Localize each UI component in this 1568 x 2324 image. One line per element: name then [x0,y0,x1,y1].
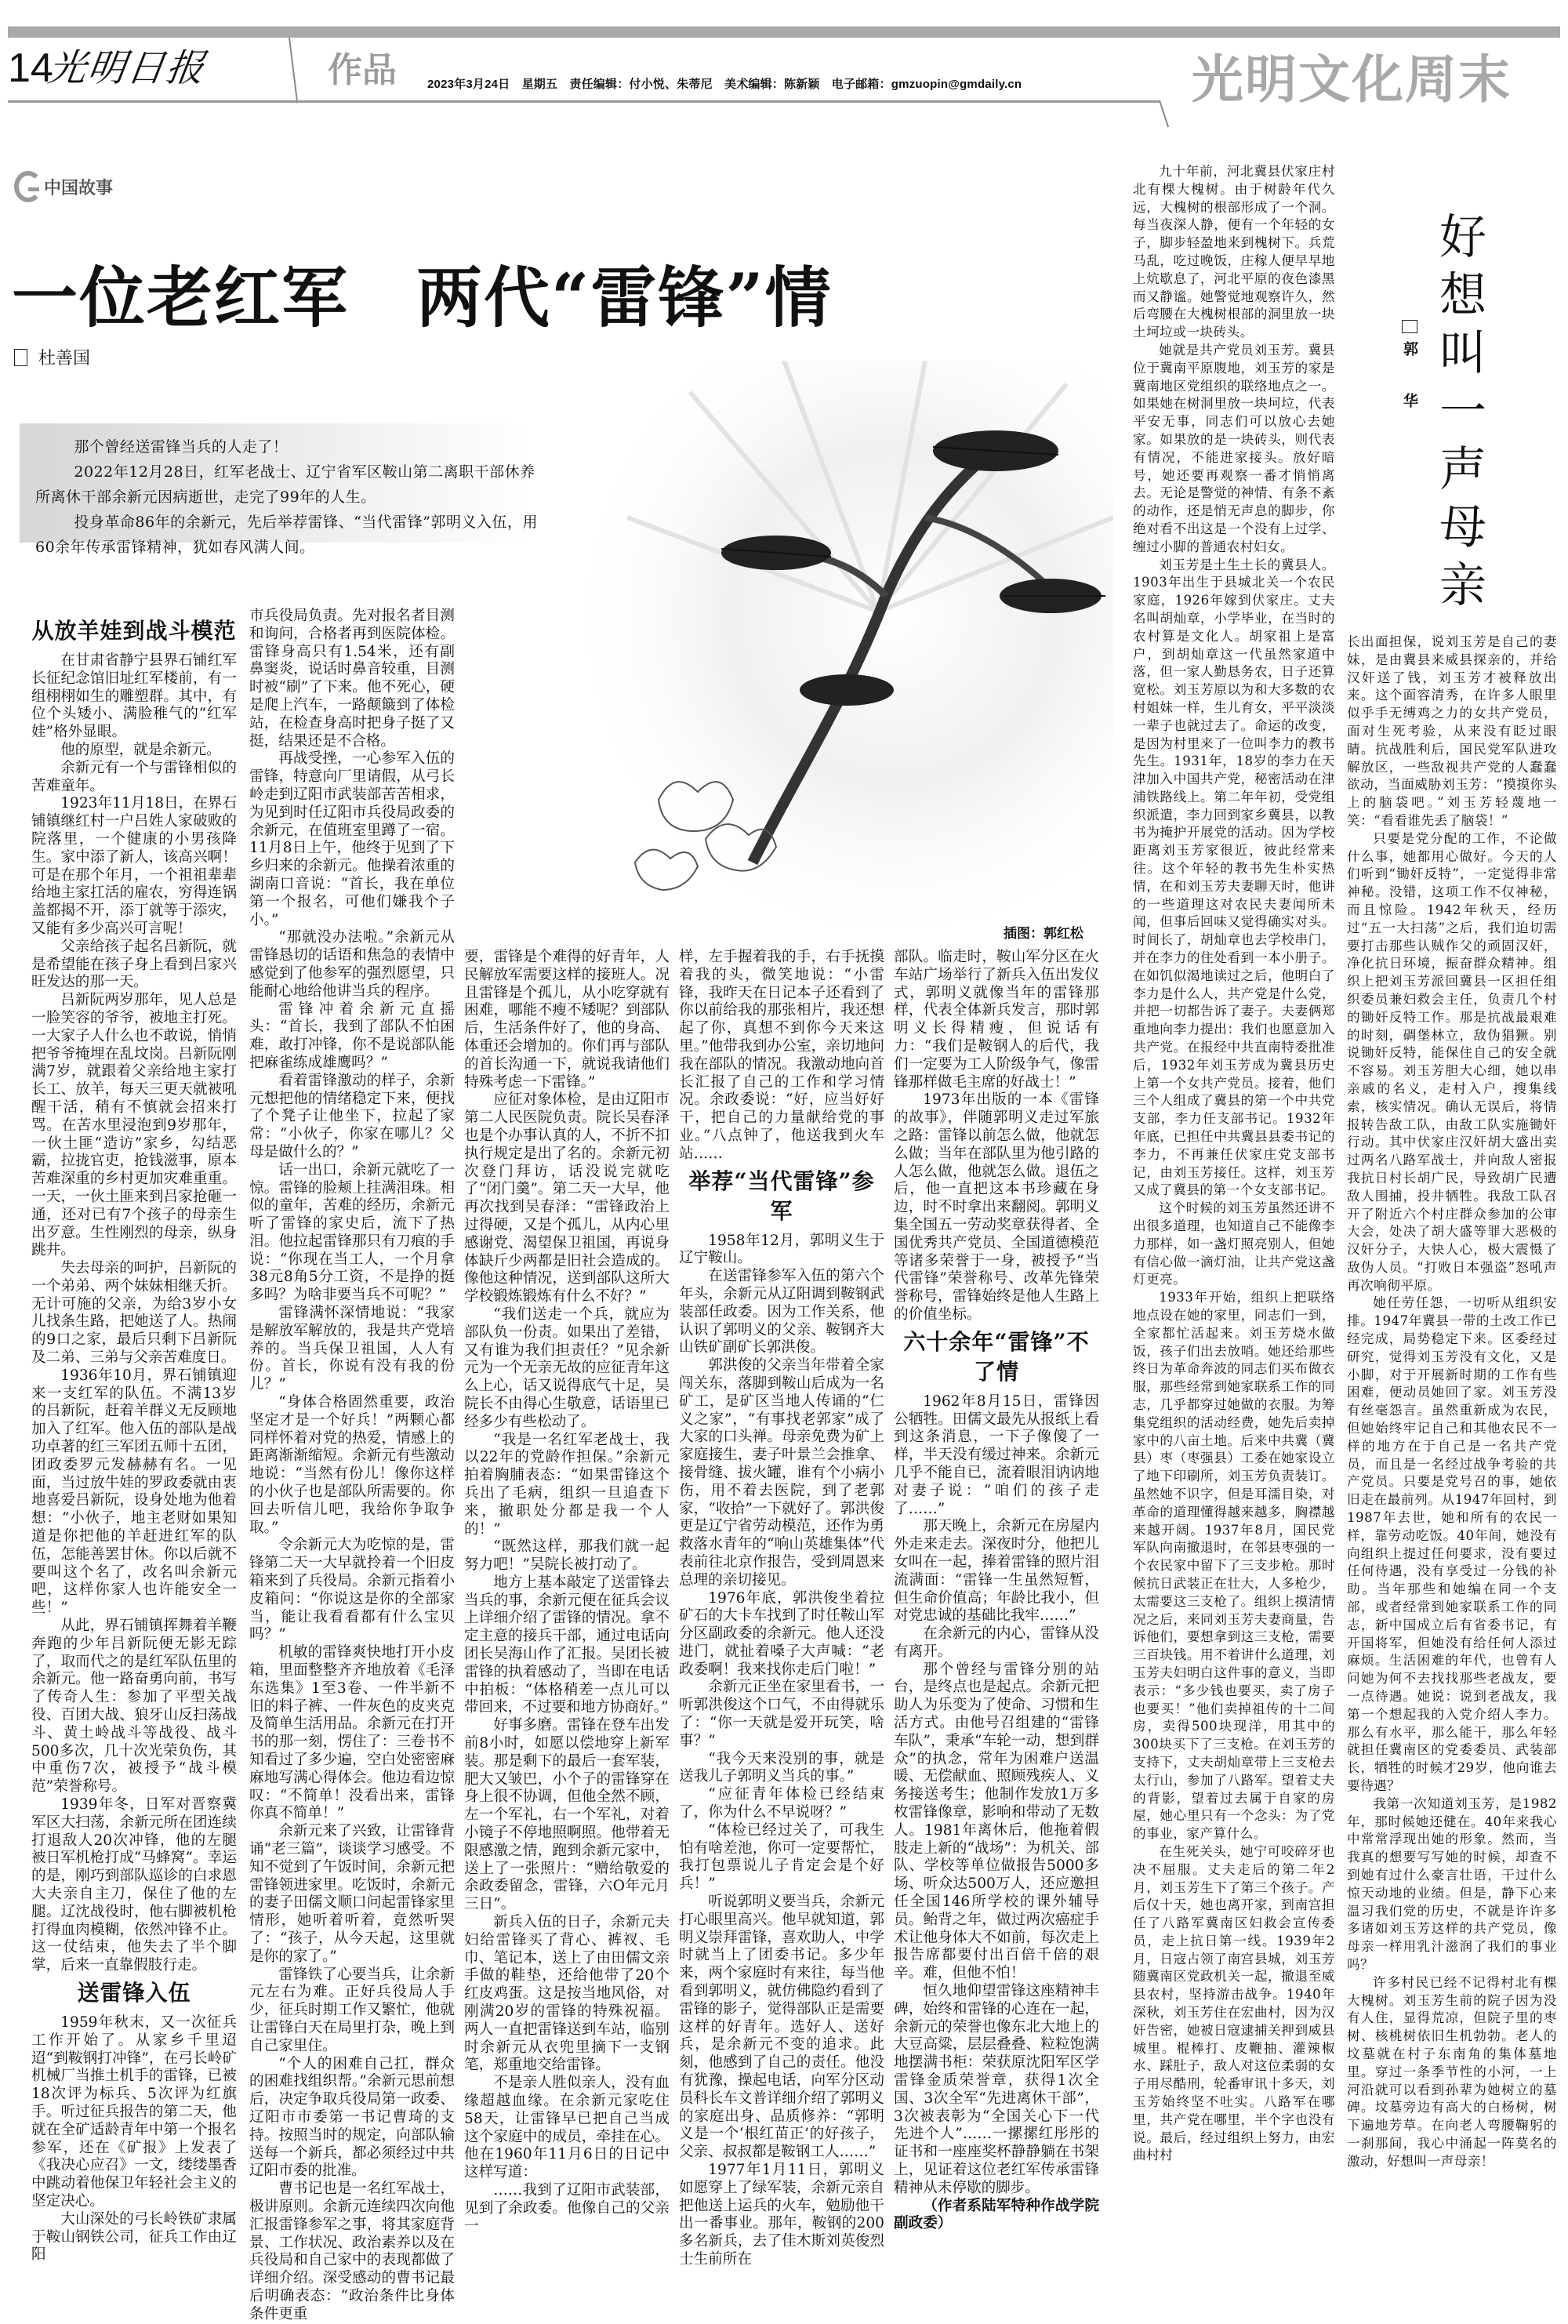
paragraph: 1936年10月，界石铺镇迎来一支红军的队伍。不满13岁的吕新阮，赶着羊群义无反顾地加入了红军。他入伍的部队是战功卓著的红三军团五师十五团，团政委罗元发赫赫有名。一见面，当过放牛娃的罗政委就由衷地喜爱吕新阮，设身处地为他着想：“小伙子，地主老财如果知道是你把他的羊赶进红军的队伍，怎能善罢甘休。你以后就不要叫这个名了，改名叫余新元吧，这样你家人也许能安全一些！” [31,1367,237,1617]
right-article-byline [1399,320,1421,419]
section-heading: 送雷锋入伍 [77,1979,191,2006]
column-label [14,171,113,202]
masthead-divider [289,38,298,103]
paragraph: 九十年前，河北冀县伏家庄村北有棵大槐树。由于树龄年代久远，大槐树的根部形成了一个洞。每当夜深人静，便有一个年轻的女子，脚步轻盈地来到槐树下。兵荒马乱，吃过晚饭，庄稼人便早早地上炕歇息了，河北平原的夜色漆黑而又静谧。她警觉地观察许久，然后弯腰在大槐树根部的洞里放一块土坷垃或一块砖头。 [1133,164,1335,340]
paragraph: 刘玉芳是土生土长的冀县人。1903年出生于县城北关一个农民家庭，1926年嫁到伏家庄。丈夫名叫胡灿章，小学毕业，在当时的农村算是文化人。胡家祖上是富户，到胡灿章这一代虽然家道中落，但一家人勤恳务农，日子还算宽松。刘玉芳原以为和大多数的农村姐妹一样，生儿育女，平平淡淡一辈子也就过去了。命运的改变，是因为村里来了一位叫李力的教书先生。1931年，18岁的李力在天津加入中国共产党，秘密活动在津浦铁路线上。第二年年初，受党组织派遣，李力回到家乡冀县，以教书为掩护开展党的活动。因为学校距离刘玉芳家很近，彼此经常来往。这个年轻的教书先生朴实热情，在和刘玉芳夫妻聊天时，他讲的一些道理这对农民夫妻闻所未闻，但事后回味又觉得确实对头。时间长了，胡灿章也去学校串门，并在李力的住处看到一本小册子。在如饥似渴地读过之后，他明白了李力是什么人，共产党是什么党，并把一切都告诉了妻子。夫妻俩郑重地向李力提出：我们也愿意加入共产党。在报经中共直南特委批准后，1932年刘玉芳成为冀县历史上第一个女共产党员。接着，他们三个人组成了冀县的第一个中共党支部，李力任支部书记。1932年年底，已担任中共冀县县委书记的李力，不再兼任伏家庄党支部书记，由刘玉芳接任。这样，刘玉芳又成了冀县的第一个女支部书记。 [1133,557,1335,1198]
paragraph: “我们送走一个兵，就应为部队负一份责。如果出了差错，又有谁为我们担责任？”见余新元为一个无亲无故的应征青年这么上心，话又说得底气十足，吴院长不由得心生敬意，话语里已经多少有些松动了。 [464,1305,670,1430]
paragraph: 1976年底，郭洪俊坐着拉矿石的大卡车找到了时任鞍山军分区副政委的余新元。他人还没进门，就扯着嗓子大声喊：“老政委啊！我来找你走后门啦！” [679,1589,884,1678]
paragraph: “我是一名红军老战士，我以22年的党龄作担保。”余新元拍着胸脯表态：“如果雷锋这个兵出了毛病，组织一旦追查下来，撤职处分都是我一个人的！” [464,1431,670,1538]
paragraph: 只要是党分配的工作，不论做什么事，她都用心做好。今天的人们听到“锄奸反特”，一定觉得非常神秘。没错，这项工作不仅神秘，而且惊险。1942年秋天，经历过“五一大扫荡”之后，我们迫切需要打击那些认贼作父的顽固汉奸，净化抗日环境，振奋群众精神。组织上把刘玉芳派回冀县一区担任组织委员兼妇救会主任，负责几个村的锄奸反特工作。那是抗战最艰难的时刻，碉堡林立，敌伪猖獗。别说锄奸反特，能保住自己的安全就不容易。刘玉芳胆大心细，她以串亲戚的名义，走村入户，搜集线索，核实情况。确认无误后，将情报转告敌工队，由敌工队实施锄奸行动。其中伏家庄汉奸胡大盛出卖过两名八路军战士，并向敌人密报我抗日村长胡广民，导致胡广民遭敌人围捕，投井牺牲。我敌工队召开了附近六个村庄群众参加的公审大会，处决了胡大盛等罪大恶极的汉奸分子，大快人心，极大震慑了敌伪人员。“打败日本强盗”怒吼声再次响彻平原。 [1347,830,1557,1293]
paragraph: 雷锋铁了心要当兵，让余新元左右为难。正好兵役局人手少，征兵时期工作又繁忙，他就让雷锋白天在局里打杂，晚上到自己家里住。 [249,1966,455,2054]
paragraph: 那天晚上，余新元在房屋内外走来走去。深夜时分，他把儿女叫在一起，捧着雷锋的照片泪流满面：“雷锋一生虽然短暂，但生命价值高；年龄比我小，但对党忠诚的基础比我牢……” [894,1518,1099,1625]
paragraph: “身体合格固然重要，政治坚定才是一个好兵！”两颗心都同样怀着对党的热爱，情感上的距离渐渐缩短。余新元有些激动地说：“当然有份儿！像你这样的小伙子也是部队所需要的。你回去听信儿吧，我给你争取争取。” [249,1394,455,1536]
paragraph: 1923年11月18日，在界石铺镇继红村一户吕姓人家破败的院落里，一个健康的小男孩降生。家中添了新人，该高兴啊！可是在那个年月，一个祖祖辈辈给地主家扛活的雇农，穷得连锅盖都揭不开，添丁就等于添灾，又能有多少高兴可言呢！ [31,795,237,937]
intro-paragraph: 那个曾经送雷锋当兵的人走了！ [74,438,289,456]
paragraph: 不是亲人胜似亲人，没有血缘超越血缘。在余新元家吃住58天，让雷锋早已把自己当成这个家庭中的成员，牵挂在心。他在1960年11月6日的日记中这样写道： [464,2075,670,2181]
section-heading: 举荐“当代雷锋”参军 [688,1167,875,1224]
paragraph: 地方上基本敲定了送雷锋去当兵的事，余新元便在征兵会议上详细介绍了雷锋的情况。拿不定主意的接兵干部，通过电话向团长吴海山作了汇报。吴团长被雷锋的执着感动了，当即在电话中拍板：“体格稍差一点儿可以带回来，不过要和地方协商好。” [464,1574,670,1716]
paragraph: 应征对象体检，是由辽阳市第二人民医院负责。院长吴春泽也是个办事认真的人，不折不扣执行规定是出了名的。余新元初次登门拜访，话没说完就吃了“闭门羹”。第二天一大早，他再次找到吴春泽：“雷锋政治上过得硬，又是个孤儿，从内心里感谢党、渴望保卫祖国，再说身体缺斤少两都是旧社会造成的。像他这种情况，送到部队这所大学校锻炼锻炼有什么不好？” [464,1091,670,1305]
masthead-rule-diagonal [1159,100,1169,128]
paragraph: 1933年开始，组织上把联络地点设在她的家里，同志们一到，全家都忙活起来。刘玉芳烧水做饭，孩子们出去放哨。她还给那些终日为革命奔波的同志们买布做衣服，那些经常到她家联系工作的同志，几乎都穿过她做的衣服。为筹集党组织的活动经费，她先后卖掉家中的八亩土地。后来中共冀（冀县）枣（枣强县）工委在她家设立了地下印刷所，刘玉芳负责装订。虽然她不识字，但是耳濡目染，对革命的道理懂得越来越多，胸襟越来越开阔。1937年8月，国民党军队向南撤退时，在邻县枣强的一个农民家中留下了三支步枪。那时候抗日武装正在壮大，人多枪少，太需要这三支枪了。组织上摸清情况之后，来同刘玉芳夫妻商量，告诉他们，要想拿到这三支枪，需要三百块钱。用不着讲什么道理，刘玉芳夫妇明白这件事的意义，当即表示：“多少钱也要买，卖了房子也要买！”他们卖掉祖传的十二间房，卖得500块现洋，用其中的300块买下了三支枪。在刘玉芳的支持下，丈夫胡灿章带上三支枪去太行山，参加了八路军。望着丈夫的背影，望着过去属于自家的房屋，她心里只有一个念头：为了党的事业，家产算什么。 [1133,1290,1335,1842]
section-name: 作品 [328,50,397,90]
weekly-title: 光明文化周末 [1192,49,1512,110]
paragraph: 她就是共产党员刘玉芳。冀县位于冀南平原腹地，刘玉芳的家是冀南地区党组织的联络地点之一。如果她在树洞里放一块坷垃，代表平安无事，同志们可以放心去她家。如果放的是一块砖头，则代表有情况，不能进家接头。放好暗号，她还要再观察一番才悄悄离去。无论是警觉的神情、有条不紊的动作，还是悄无声息的脚步，你绝对看不出这是一个没有上过学、缠过小脚的普通农村妇女。 [1133,342,1335,554]
paragraph: 看着雷锋激动的样子，余新元想把他的情绪稳定下来，便找了个凳子让他坐下，拉起了家常：“小伙子，你家在哪儿？父母是做什么的？” [249,1072,455,1160]
byline-box-icon [14,349,27,366]
article-column-4 [679,949,884,2269]
byline-author: 郭 华 [1401,341,1418,419]
author-note: （作者系陆军特种作战学院副政委） [894,2197,1099,2232]
paragraph: 从此，界石铺镇挥舞着羊鞭奔跑的少年吕新阮便无影无踪了，取而代之的是红军队伍里的余新元。他一路奋勇向前，书写了传奇人生：参加了平型关战役、百团大战、狼牙山反扫荡战斗、黄土岭战斗等战役、战斗500多次，几十次光荣负伤，其中重伤7次，被授予“战斗模范”荣誉称号。 [31,1618,237,1796]
paragraph: “个人的困难自己扛，群众的困难找组织帮。”余新元思前想后，决定争取兵役局第一政委、辽阳市市委第一书记曹琦的支持。按照当时的规定，向部队输送每一个新兵，都必须经过中共辽阳市委的批准。 [249,2055,455,2180]
paragraph: 郭洪俊的父亲当年带着全家闯关东，落脚到鞍山后成为一名矿工，是矿区当地人传诵的“仁义之家”，“有事找老郭家”成了大家的口头禅。母亲免费为矿上家庭接生，妻子叶景兰会推拿、接骨缝、拔火罐，谁有个小病小伤，用不着去医院，到了老郭家，“收拾”一下就好了。郭洪俊更是辽宁省劳动模范，还作为勇救落水青年的“响山英雄集体”代表前往北京作报告，受到周恩来总理的亲切接见。 [679,1357,884,1589]
paragraph: 1959年秋末，又一次征兵工作开始了。从家乡千里迢迢“到鞍钢打冲锋”，在弓长岭矿机械厂当推土机手的雷锋，已被18次评为标兵、5次评为红旗手。听过征兵报告的第二天，他就在全矿适龄青年中第一个报名参军，还在《矿报》上发表了《我决心应召》一文，缕缕墨香中跳动着他保卫年轻社会主义的坚定决心。 [31,2014,237,2210]
article-intro [20,423,561,556]
paragraph: 好事多磨。雷锋在登车出发前8小时，如愿以偿地穿上新军装。那是剩下的最后一套军装，肥大又皱巴，小个子的雷锋穿在身上很不协调，但他全然不顾，左一个军礼，右一个军礼，对着小镜子不停地照啊照。他带着无限感激之情，跑到余新元家中，送上了一张照片：“赠给敬爱的余政委留念，雷锋，六O年元月三日”。 [464,1717,670,1913]
paragraph: 在生死关头，她宁可咬碎牙也决不屈服。丈夫走后的第二年2月，刘玉芳生下了第三个孩子。产后仅十天，她也离开家，到南宫担任了八路军冀南区妇救会宣传委员，走上抗日第一线。1939年2月，日寇占领了南宫县城，刘玉芳随冀南区党政机关一起，撤退至威县农村，坚持游击战争。1940年深秋，刘玉芳住在宏曲村，因为汉奸告密，她被日寇逮捕关押到威县城里。棍棒打、皮鞭抽、灌辣椒水、踩肚子，敌人对这位柔弱的女子用尽酷刑，轮番审讯十多天，刘玉芳始终坚不吐实。八路军在哪里，共产党在哪里，半个字也没有说。最后，经过组织上努力，由宏曲村村 [1133,1843,1335,2163]
article-byline [14,345,90,369]
section-heading: 六十余年“雷锋”不了情 [903,1328,1090,1385]
paragraph: 她任劳任怨，一切听从组织安排。1947年冀县一带的土改工作已经完成，局势稳定下来。区委经过研究，觉得刘玉芳没有文化，又是小脚，对于开展新时期的工作有些困难，便动员她回了家。刘玉芳没有丝毫怨言。虽然重新成为农民，但她始终牢记自己和其他农民不一样的地方在于自己是一名共产党员，而且是一名经过战争考验的共产党员。只要是党号召的事，她依旧走在最前列。从1947年回村，到1987年去世，她和所有的农民一样，靠劳动吃饭。40年间，她没有向组织上提过任何要求，没有要过任何待遇，没有享受过一分钱的补助。当年那些和她编在同一个支部，或者经常到她家联系工作的同志，新中国成立后有省委书记，有开国将军，但她没有给任何人添过麻烦。生活困难的年代，也曾有人问她为何不去找找那些老战友，要一点待遇。她说：说到老战友，我第一个想起我的入党介绍人李力。那么有水平，那么能干，那么年轻就担任冀南区的党委委员、武装部长，牺牲的时候才29岁，他向谁去要待遇？ [1347,1295,1557,1793]
paragraph: 他的原型，就是余新元。 [60,741,221,758]
paragraph: 样，左手握着我的手，右手抚摸着我的头，微笑地说：“小雷锋，我昨天在日记本子还看到了你以前给我的那张相片，我还想起了你，真想不到你今天来这里。”他带我到办公室，亲切地问我在部队的情况。我激动地向首长汇报了自己的工作和学习情况。余政委说：“好，应当好好干，把自己的力量献给党的事业。”八点钟了，他送我到火车站…… [679,949,884,1162]
paragraph: 这个时候的刘玉芳虽然还讲不出很多道理，也知道自己不能像李力那样，如一盏灯照亮别人，但她有信心做一滴灯油，让共产党这盏灯更亮。 [1133,1200,1335,1287]
newspaper-logo: 光明日报 [45,46,209,90]
paragraph: “那就没办法啦。”余新元从雷锋恳切的话语和焦急的表情中感觉到了他参军的强烈愿望，只能耐心地给他讲当兵的程序。 [249,929,455,1000]
article-column-3 [464,949,670,2235]
paragraph: “既然这样，那我们就一起努力吧！”吴院长被打动了。 [464,1538,670,1574]
paragraph: “应征青年体检已经结束了，你为什么不早说呀？” [679,1786,884,1821]
paragraph: 1939年冬，日军对晋察冀军区大扫荡，余新元所在团连续打退敌人20次冲锋，他的左腿被日军机枪打成“马蜂窝”。幸运的是，刚巧到部队巡诊的白求恩大夫亲自主刀，保住了他的左腿。辽沈战役时，他右脚被机枪打得血肉模糊，依然冲锋不止。这一仗结束，他失去了半个脚掌，后来一直靠假肢行走。 [31,1796,237,1974]
paragraph: 令余新元大为吃惊的是，雷锋第二天一大早就拎着一个旧皮箱来到了兵役局。余新元指着小皮箱问：“你说这是你的全部家当，能让我看看都有什么宝贝吗？” [249,1537,455,1643]
paragraph: 许多村民已经不记得村北有棵大槐树。刘玉芳生前的院子因为没有人住，显得荒凉，但院子里的枣树、核桃树依旧生机勃勃。老人的坟墓就在村子东南角的集体墓地里。穿过一条季节性的小河，一上河沿就可以看到孙辈为她树立的墓碑。坟墓旁边有高大的白杨树，树下遍地芳草。在向老人弯腰鞠躬的一刹那间，我心中涌起一阵莫名的激动，好想叫一声母亲！ [1347,1974,1557,2169]
masthead-rule [8,100,1160,103]
paragraph: 雷锋冲着余新元直摇头：“首长，我到了部队不怕困难，敢打冲锋，你不是说部队能把麻雀练成雄鹰吗？” [249,1000,455,1071]
paragraph: 余新元来了兴致，让雷锋背诵“老三篇”，谈谈学习感受。不知不觉到了午饭时间，余新元把雷锋领进家里。吃饭时，余新元的妻子田儒文顺口问起雷锋家里情形，她听着听着，竟然听哭了：“孩子，从今天起，这里就是你的家了。” [249,1823,455,1965]
paragraph: 恒久地仰望雷锋这座精神丰碑，始终和雷锋的心连在一起，余新元的荣誉也像东北大地上的大豆高粱，层层叠叠、粒粒饱满地摆满书柜：荣获原沈阳军区学雷锋金质荣誉章，获得1次全国、3次全军“先进离休干部”，3次被表彰为“全国关心下一代先进个人”……一摞摞红彤彤的证书和一座座奖杯静静躺在书架上，见证着这位老红军传承雷锋精神从未停歇的脚步。 [894,1983,1099,2196]
paragraph: 要，雷锋是个难得的好青年，人民解放军需要这样的接班人。况且雷锋是个孤儿，从小吃穿就有困难，哪能不瘦不矮呢？到部队后，生活条件好了，他的身高、体重还会增加的。你们再与部队的首长沟通一下，就说我请他们特殊考虑一下雷锋。” [464,949,670,1091]
paragraph: ……我到了辽阳市武装部，见到了余政委。他像自己的父亲一 [464,2181,670,2235]
paragraph: 吕新阮两岁那年，见人总是一脸笑容的爷爷，被地主打死。一大家子人什么也不敢说，悄悄把爷爷掩埋在乱坟岗。吕新阮刚满7岁，就跟着父亲给地主家打长工、放羊，每天三更天就被吼醒干活，稍有不慎就会招来打骂。在苦水里浸泡到9岁那年，一伙土匪“造访”家乡，勾结恶霸，拉拢官吏，抢钱滋事，原本苦难深重的乡村更加灾难重重。一天，一伙土匪来到吕家抢砸一通，还对已有7个孩子的母亲生出歹意。生性刚烈的母亲，纵身跳井。 [31,992,237,1259]
paragraph: 余新元正坐在家里看书，一听郭洪俊这个口气，不由得就乐了：“你一天就是爱开玩笑，啥事？” [679,1679,884,1749]
byline-box-icon [1402,320,1417,333]
paragraph: “体检已经过关了，可我生怕有啥差池，你可一定要帮忙，我打包票说儿子肯定会是个好兵！” [679,1821,884,1893]
intro-paragraph: 投身革命86年的余新元，先后举荐雷锋、“当代雷锋”郭明义入伍，用60余年传承雷锋精神，犹如春风满人间。 [35,514,538,556]
page-number: 14 [8,45,53,91]
paragraph: 部队。临走时，鞍山军分区在火车站广场举行了新兵入伍出发仪式，郭明义就像当年的雷锋那样，代表全体新兵发言，那时郭明义长得精瘦，但说话有力：“我们是鞍钢人的后代，我们一定要为工人阶级争气，像雷锋那样做毛主席的好战士！” [894,949,1099,1091]
paragraph: 1977年1月11日，郭明义如愿穿上了绿军装，余新元亲自把他送上运兵的火车，勉励他干出一番事业。那年，鞍钢的200多名新兵，去了佳木斯刘英俊烈士生前所在 [679,2162,884,2268]
paragraph: 在甘肃省静宁县界石铺红军长征纪念馆旧址红军楼前，有一组栩栩如生的雕塑群。其中，有位个头矮小、满脸稚气的“红军娃”格外显眼。 [31,652,237,741]
paragraph: 新兵入伍的日子，余新元夫妇给雷锋买了背心、裤衩、毛巾、笔记本，送上了由田儒文亲手做的鞋垫，还给他带了20个红皮鸡蛋。这是按当地风俗，对刚满20岁的雷锋的特殊祝福。两人一直把雷锋送到车站，临别时余新元从衣兜里摘下一支钢笔，郑重地交给雷锋。 [464,1914,670,2074]
paragraph: 1973年出版的一本《雷锋的故事》，伴随郭明义走过军旅之路：雷锋以前怎么做，他就怎么做；当年在部队里为他引路的人怎么做，他就怎么做。退伍之后，他一直把这本书珍藏在身边，时不时拿出来翻阅。郭明义集全国五一劳动奖章获得者、全国优秀共产党员、全国道德模范等诸多荣誉于一身，被授予“当代雷锋”荣誉称号、改革先锋荣誉称号，雷锋始终是他人生路上的价值坐标。 [894,1091,1099,1323]
g-logo-icon [14,171,42,202]
paragraph: 听说郭明义要当兵，余新元打心眼里高兴。他早就知道，郭明义崇拜雷锋，喜欢助人，中学时就当上了团委书记。多少年来，两个家庭时有来往，每当他看到郭明义，就仿佛隐约看到了雷锋的影子，觉得部队正是需要这样的好青年。选好人、送好兵，是余新元不变的追求。此刻，他感到了自己的责任。他没有犹豫，操起电话，向军分区动员科长车文普详细介绍了郭明义的家庭出身、品质修养：“郭明义是一个‘根红苗正’的好孩子，父亲、叔叔都是鞍钢工人……” [679,1894,884,2161]
paragraph: 我第一次知道刘玉芳，是1982年，那时候她还健在。40年来我心中常常浮现出她的形象。然而，当我真的想要写写她的时候，却查不到她有过什么豪言壮语，干过什么惊天动地的业绩。但是，静下心来温习我们党的历史，不就是许许多多诸如刘玉芳这样的共产党员，像母亲一样用乳汁滋润了我们的事业吗？ [1347,1796,1557,1972]
article-headline: 一位老红军 两代“雷锋”情 [12,259,833,336]
paragraph: 在余新元的内心，雷锋从没有离开。 [894,1625,1099,1660]
paragraph: 余新元有一个与雷锋相似的苦难童年。 [31,759,237,794]
article-column-5 [894,949,1099,2233]
paragraph: 话一出口，余新元就吃了一惊。雷锋的脸颊上挂满泪珠。相似的童年，苦难的经历，余新元听了雷锋的家史后，流下了热泪。他拉起雷锋那只有刀痕的手说：“你现在当工人，一个月拿38元8角5分工资，不是挣的挺多吗？为啥非要当兵不可呢？” [249,1161,455,1304]
paragraph: 1958年12月，郭明义生于辽宁鞍山。 [679,1232,884,1267]
paragraph: 雷锋满怀深情地说：“我家是解放军解放的，我是共产党培养的。当兵保卫祖国，人人有份。首长，你说有没有我的份儿？” [249,1305,455,1393]
article-column-1 [31,613,237,2264]
paragraph: 市兵役局负责。先对报名者目测和询问，合格者再到医院体检。雷锋身高只有1.54米，还有副鼻窦炎，说话时鼻音较重，目测时被“刷”了下来。他不死心，硬是爬上汽车，一路颠簸到了体检站，在检查身高时把身子挺了又挺，结果还是不合格。 [249,608,455,750]
masthead-bar [8,26,1560,38]
paragraph: 大山深处的弓长岭铁矿隶属于鞍山钢铁公司，征兵工作由辽阳 [31,2210,237,2264]
paragraph: 机敏的雷锋爽快地打开小皮箱，里面整整齐齐地放着《毛泽东选集》1至3卷、一件半新不旧的料子裤、一件灰色的皮夹克及简单生活用品。余新元在打开书的那一刻，愣住了：三卷书不知看过了多少遍，空白处密密麻麻地写满心得体会。他边看边惊叹：“不简单！没看出来，雷锋你真不简单！” [249,1644,455,1822]
right-article-column-1 [1133,163,1335,2165]
right-article-title: 好想叫一声母亲 [1432,212,1486,618]
right-article-column-2 [1347,634,1557,2171]
paragraph: 再战受挫，一心参军入伍的雷锋，特意向厂里请假，从弓长岭走到辽阳市武装部苦苦相求，为见到时任辽阳市兵役局政委的余新元，在值班室里蹲了一宿。11月8日上午，他终于见到了下乡归来的余新元。他操着浓重的湖南口音说：“首长，我在单位第一个报名，可他们嫌我个子小。” [249,750,455,928]
paragraph: 长出面担保，说刘玉芳是自己的妻妹，是由冀县来威县探亲的，并给汉奸送了钱，刘玉芳才被释放出来。这个面容清秀，在许多人眼里似乎手无缚鸡之力的女共产党员，面对生死考验，从来没有眨过眼睛。抗战胜利后，国民党军队进攻解放区，一些敌视共产党的人蠢蠢欲动，当面威胁刘玉芳：“摸摸你头上的脑袋吧。”刘玉芳轻蔑地一笑：“看看谁先丢了脑袋！” [1347,634,1557,828]
paragraph: 父亲给孩子起名吕新阮，就是希望能在孩子身上看到吕家兴旺发达的那一天。 [31,938,237,991]
illustration-credit: 插图：郭红松 [1004,926,1083,942]
section-heading: 从放羊娃到战斗模范 [31,618,237,644]
ink-pine-illustration [564,361,1113,925]
paragraph: 失去母亲的呵护，吕新阮的一个弟弟、两个妹妹相继夭折。无计可施的父亲，为给3岁小女儿找条生路，把她送了人。热闹的9口之家，最后只剩下吕新阮及二弟、三弟与父亲苦难度日。 [31,1260,237,1367]
byline-author: 杜善国 [38,349,91,369]
paragraph: 在送雷锋参军入伍的第六个年头，余新元从辽阳调到鞍钢武装部任政委。因为工作关系，他认识了郭明义的父亲、鞍钢齐大山铁矿副矿长郭洪俊。 [679,1268,884,1356]
paragraph: “我今天来没别的事，就是送我儿子郭明义当兵的事。” [679,1750,884,1785]
issue-meta: 2023年3月24日 星期五 责任编辑：付小悦、朱蒂尼 美术编辑：陈新颖 电子邮箱：gmzuopin@gmdaily.cn [427,78,1022,91]
article-column-2 [249,608,455,2324]
paragraph: 1962年8月15日，雷锋因公牺牲。田儒文最先从报纸上看到这条消息，一下子像傻了一样，半天没有缓过神来。余新元几乎不能自已，流着眼泪讷讷地对妻子说：“咱们的孩子走了……” [894,1393,1099,1517]
column-label-text: 中国故事 [44,178,114,198]
paragraph: 那个曾经与雷锋分别的站台，是终点也是起点。余新元把助人为乐变为了使命、习惯和生活方式。由他号召组建的“雷锋车队”，秉承“车轮一动，想到群众”的执念，常年为困难户送温暖、无偿献血、照顾残疾人、义务接送考生；他制作发放1万多枚雷锋像章，影响和带动了无数人。1981年离休后，他拖着假肢走上新的“战场”：为机关、部队、学校等单位做报告5000多场、听众达500万人，还应邀担任全国146所学校的课外辅导员。鲐背之年，做过两次癌症手术让他身体大不如前，每次走上报告席都要付出百倍千倍的艰辛。难，但他不怕！ [894,1661,1099,1982]
intro-paragraph: 2022年12月28日，红军老战士、辽宁省军区鞍山第二离职干部休养所离休干部余新元因病逝世，走完了99年的人生。 [35,463,535,506]
paragraph: 曹书记也是一名红军战士，极讲原则。余新元连续四次向他汇报雷锋参军之事，将其家庭背景、工作状况、政治素养以及在兵役局和自己家中的表现都做了详细介绍。深受感动的曹书记最后明确表态：“政治条件比身体条件更重 [249,2181,455,2322]
